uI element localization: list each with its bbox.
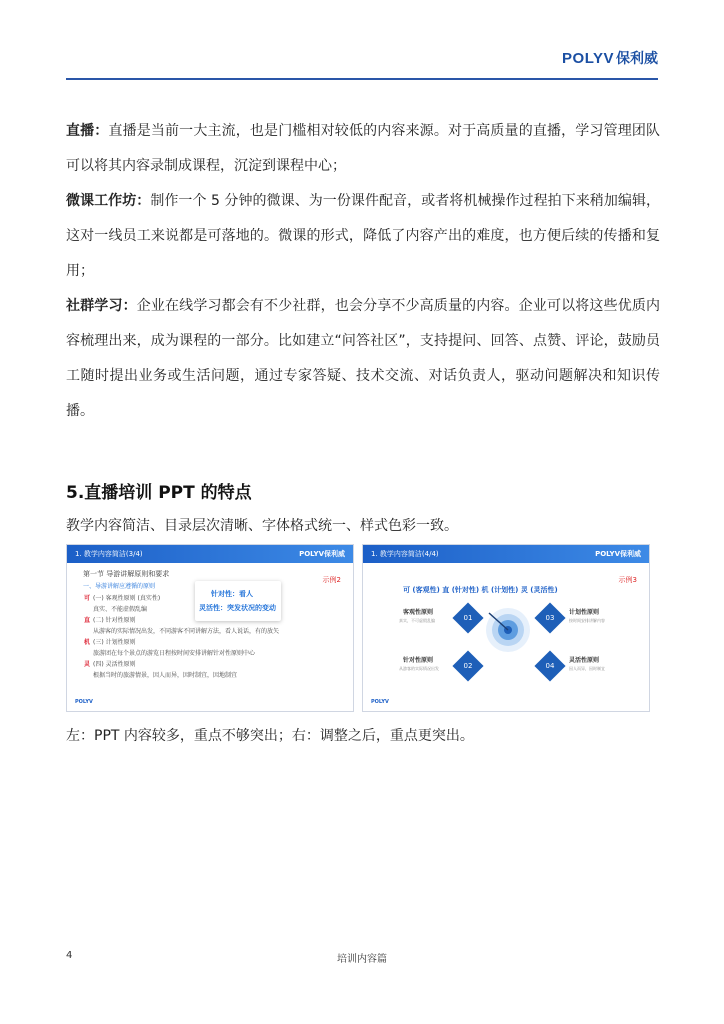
slide-line: 真实、不能虚假乱编 (93, 606, 148, 613)
callout-line: 针对性：看人 (211, 590, 253, 598)
slide-line: 一、导游讲解应遵循的原则 (83, 583, 156, 590)
paragraph-microcourse (66, 184, 660, 289)
paragraph-label: 社群学习： (66, 298, 137, 314)
paragraph-text: 制作一个 5 分钟的微课、为一份课件配音，或者将机械操作过程拍下来稍加编辑，这对一线员工来说都是可落地的。微课的形式，降低了内容产出的难度，也方便后续的传播和复用； (66, 193, 660, 279)
slide-heading: 第一节 导游讲解原则和要求 (83, 570, 170, 578)
item-desc: 从游客的实际情况出发 (399, 666, 439, 671)
body-text (66, 114, 660, 429)
slide-line: (四) 灵活性原则 (93, 661, 136, 668)
slide-line: (三) 计划性原则 (93, 639, 136, 646)
brand-logo (562, 48, 658, 68)
side-char: 直 (84, 617, 91, 624)
badge-number: 04 (545, 662, 555, 670)
paragraph-text: 直播是当前一大主流，也是门槛相对较低的内容来源。对于高质量的直播，学习管理团队可以将其内容录制成课程，沉淀到课程中心； (66, 123, 661, 174)
item-title: 灵活性原则 (569, 657, 600, 664)
side-char: 可 (84, 595, 91, 602)
item-desc: 按时间安排讲解内容 (569, 618, 605, 623)
example-label: 示例2 (322, 576, 341, 584)
slide-title: 1. 教学内容简洁(4/4) (371, 550, 439, 558)
slide-title: 1. 教学内容简洁(3/4) (75, 550, 143, 558)
paragraph-text: 企业在线学习都会有不少社群，也会分享不少高质量的内容。企业可以将这些优质内容梳理出来，成为课程的一部分。比如建立“问答社区”，支持提问、回答、点赞、评论，鼓励员工随时提出业务或生活问题，通过专家答疑、技术交流、对话负责人，驱动问题解决和知识传播。 (66, 298, 661, 419)
header-divider (66, 78, 658, 80)
example-label: 示例3 (618, 576, 637, 584)
slide-line: (二) 针对性原则 (93, 617, 136, 624)
page-number: 4 (66, 950, 73, 961)
item-title: 客观性原则 (403, 609, 434, 616)
target-icon (483, 605, 533, 655)
slide-footer-logo: POLYV (75, 699, 93, 705)
badge-number: 02 (463, 662, 473, 670)
badge-number: 01 (463, 614, 473, 622)
slide-line: (一) 客观性原则 (真实性) (93, 595, 161, 602)
slide-header (363, 545, 649, 563)
badge-number: 03 (545, 614, 555, 622)
slide-header (67, 545, 353, 563)
section-title: 5.直播培训 PPT 的特点 (66, 483, 252, 503)
item-title: 计划性原则 (569, 609, 600, 616)
slide-thumbnail-before (66, 544, 354, 712)
paragraph-live (66, 114, 660, 184)
paragraph-label: 微课工作坊： (66, 193, 151, 209)
logo-chinese: 保利威 (616, 51, 658, 67)
slide-line: 从游客的实际情况出发，不同游客不同讲解方法，看人说话，有的放矢 (93, 628, 280, 635)
side-char: 灵 (84, 661, 91, 668)
item-title: 针对性原则 (403, 657, 434, 664)
paragraph-label: 直播： (66, 123, 109, 139)
footer-title: 培训内容篇 (337, 954, 387, 965)
slide-line: 根据当时的旅游情景，因人而异，因时制宜，因地制宜 (93, 672, 238, 679)
slide-brand: POLYV保利威 (299, 550, 345, 558)
slide-line: 旅游团在每个景点的游览日程按时间安排讲解针对性原则中心 (93, 650, 256, 657)
slide-footer-logo: POLYV (371, 699, 389, 705)
slide-thumbnail-after (362, 544, 650, 712)
callout-line: 灵活性：突发状况的变动 (199, 604, 276, 612)
item-desc: 真实，不可虚假乱编 (399, 618, 435, 623)
slide-brand: POLYV保利威 (595, 550, 641, 558)
figure-caption: 左：PPT 内容较多，重点不够突出；右：调整之后，重点更突出。 (66, 728, 474, 744)
highlight-callout (195, 581, 281, 621)
side-char: 机 (84, 639, 91, 646)
paragraph-community (66, 289, 660, 429)
logo-english: POLYV (562, 49, 614, 67)
slide-headline: 可 (客观性) 直 (针对性) 机 (计划性) 灵 (灵活性) (403, 586, 558, 594)
item-desc: 因人而异，因时制宜 (569, 666, 605, 671)
section-intro: 教学内容简洁、目录层次清晰、字体格式统一、样式色彩一致。 (66, 518, 458, 534)
